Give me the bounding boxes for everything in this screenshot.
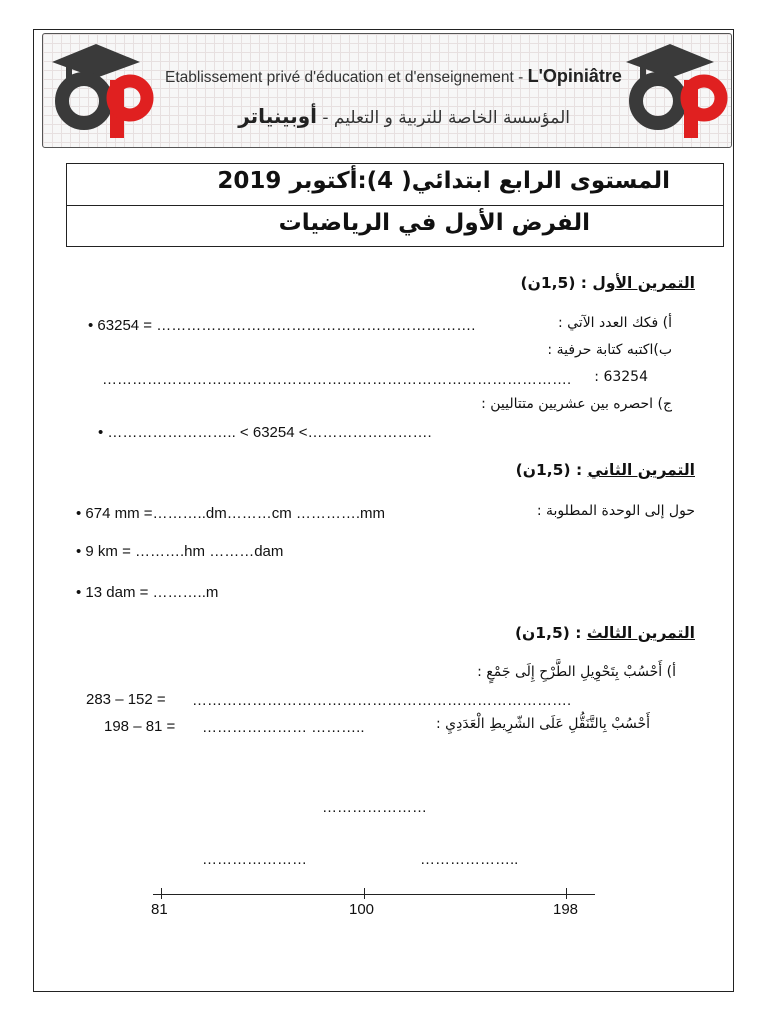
exercise1-b-label: ب)اكتبه كتابة حرفية : [547,342,672,358]
number-line-blank-left: ………………… [202,851,307,868]
level-date-title: المستوى الرابع ابتدائي( 4):أكتوبر 2019 [217,168,670,194]
exercise3-a-expression: 283 – 152 = [86,691,166,708]
number-line-label-81: 81 [151,901,168,918]
number-line-blank-right: ……………….. [420,851,519,868]
title-divider [66,205,724,206]
exercise1-heading [400,274,695,292]
exercise3-a-dots: …………………………………………………………………. [192,692,572,709]
exercise3-a-label: أ) أَحْسُبْ بِتَحْوِيلِ الطَّرْحِ إِلَى جَمْعٍ : [477,664,676,680]
exercise1-a-label: أ) فكك العدد الآتي : [557,315,672,331]
number-line-label-198: 198 [553,901,579,918]
number-line-tick [161,888,162,899]
exercise1-c-label: ج) احصره بين عشريين متتاليين : [481,396,672,412]
exercise2-title: التمرين الثاني [587,461,695,479]
exercise3-b-label: أَحْسُبْ بِالتَّنَقُّلِ عَلَى الشّرِيطِ الْعَدَدِيِ : [436,716,650,732]
conversion-item-1: • 674 mm =………..dm………cm ………….mm [76,505,386,522]
exercise3-b-dots: ………………… ……….. [202,719,365,736]
number-line [153,894,595,895]
school-logo-icon [618,36,728,141]
school-logo-icon [44,36,154,141]
exercise1-title: التمرين الأول [592,274,695,292]
exam-title: الفرض الأول في الرياضيات [278,210,590,236]
number-line-label-100: 100 [349,901,375,918]
exercise1-c-answer: • …………………….. < 63254 <……………………. [98,424,432,441]
number-line-tick [566,888,567,899]
exercise1-a-answer: • 63254 = ………………………………………………………. [88,317,476,334]
number-line-blank-top: ………………… [322,799,427,816]
exercise1-b-number: 63254 : [594,369,648,385]
school-brand-ar: أوبينياتر [238,104,317,128]
exercise2-heading [400,461,695,479]
exercise3-heading [400,624,695,642]
exercise3-points: : (1,5ن) [514,624,587,642]
number-line-tick [364,888,365,899]
exercise1-points: : (1,5ن) [520,274,593,292]
school-name-ar-text: المؤسسة الخاصة للتربية و التعليم - [316,108,570,128]
school-name-fr-text: Etablissement privé d'éducation et d'enseignement - [165,69,528,86]
exercise1-b-answer: …………………………………………………………………………………. [102,371,572,388]
exercise3-title: التمرين الثالث [586,624,695,642]
exercise3-b-expression: 198 – 81 = [104,718,176,735]
exercise2-instruction: حول إلى الوحدة المطلوبة : [536,503,695,519]
conversion-item-3: • 13 dam = ………..m [76,584,219,601]
school-brand-fr: L'Opiniâtre [527,66,622,86]
conversion-item-2: • 9 km = ……….hm ………dam [76,543,284,560]
school-name-arabic [210,104,570,128]
exercise2-points: : (1,5ن) [515,461,588,479]
school-name-french [165,66,620,87]
